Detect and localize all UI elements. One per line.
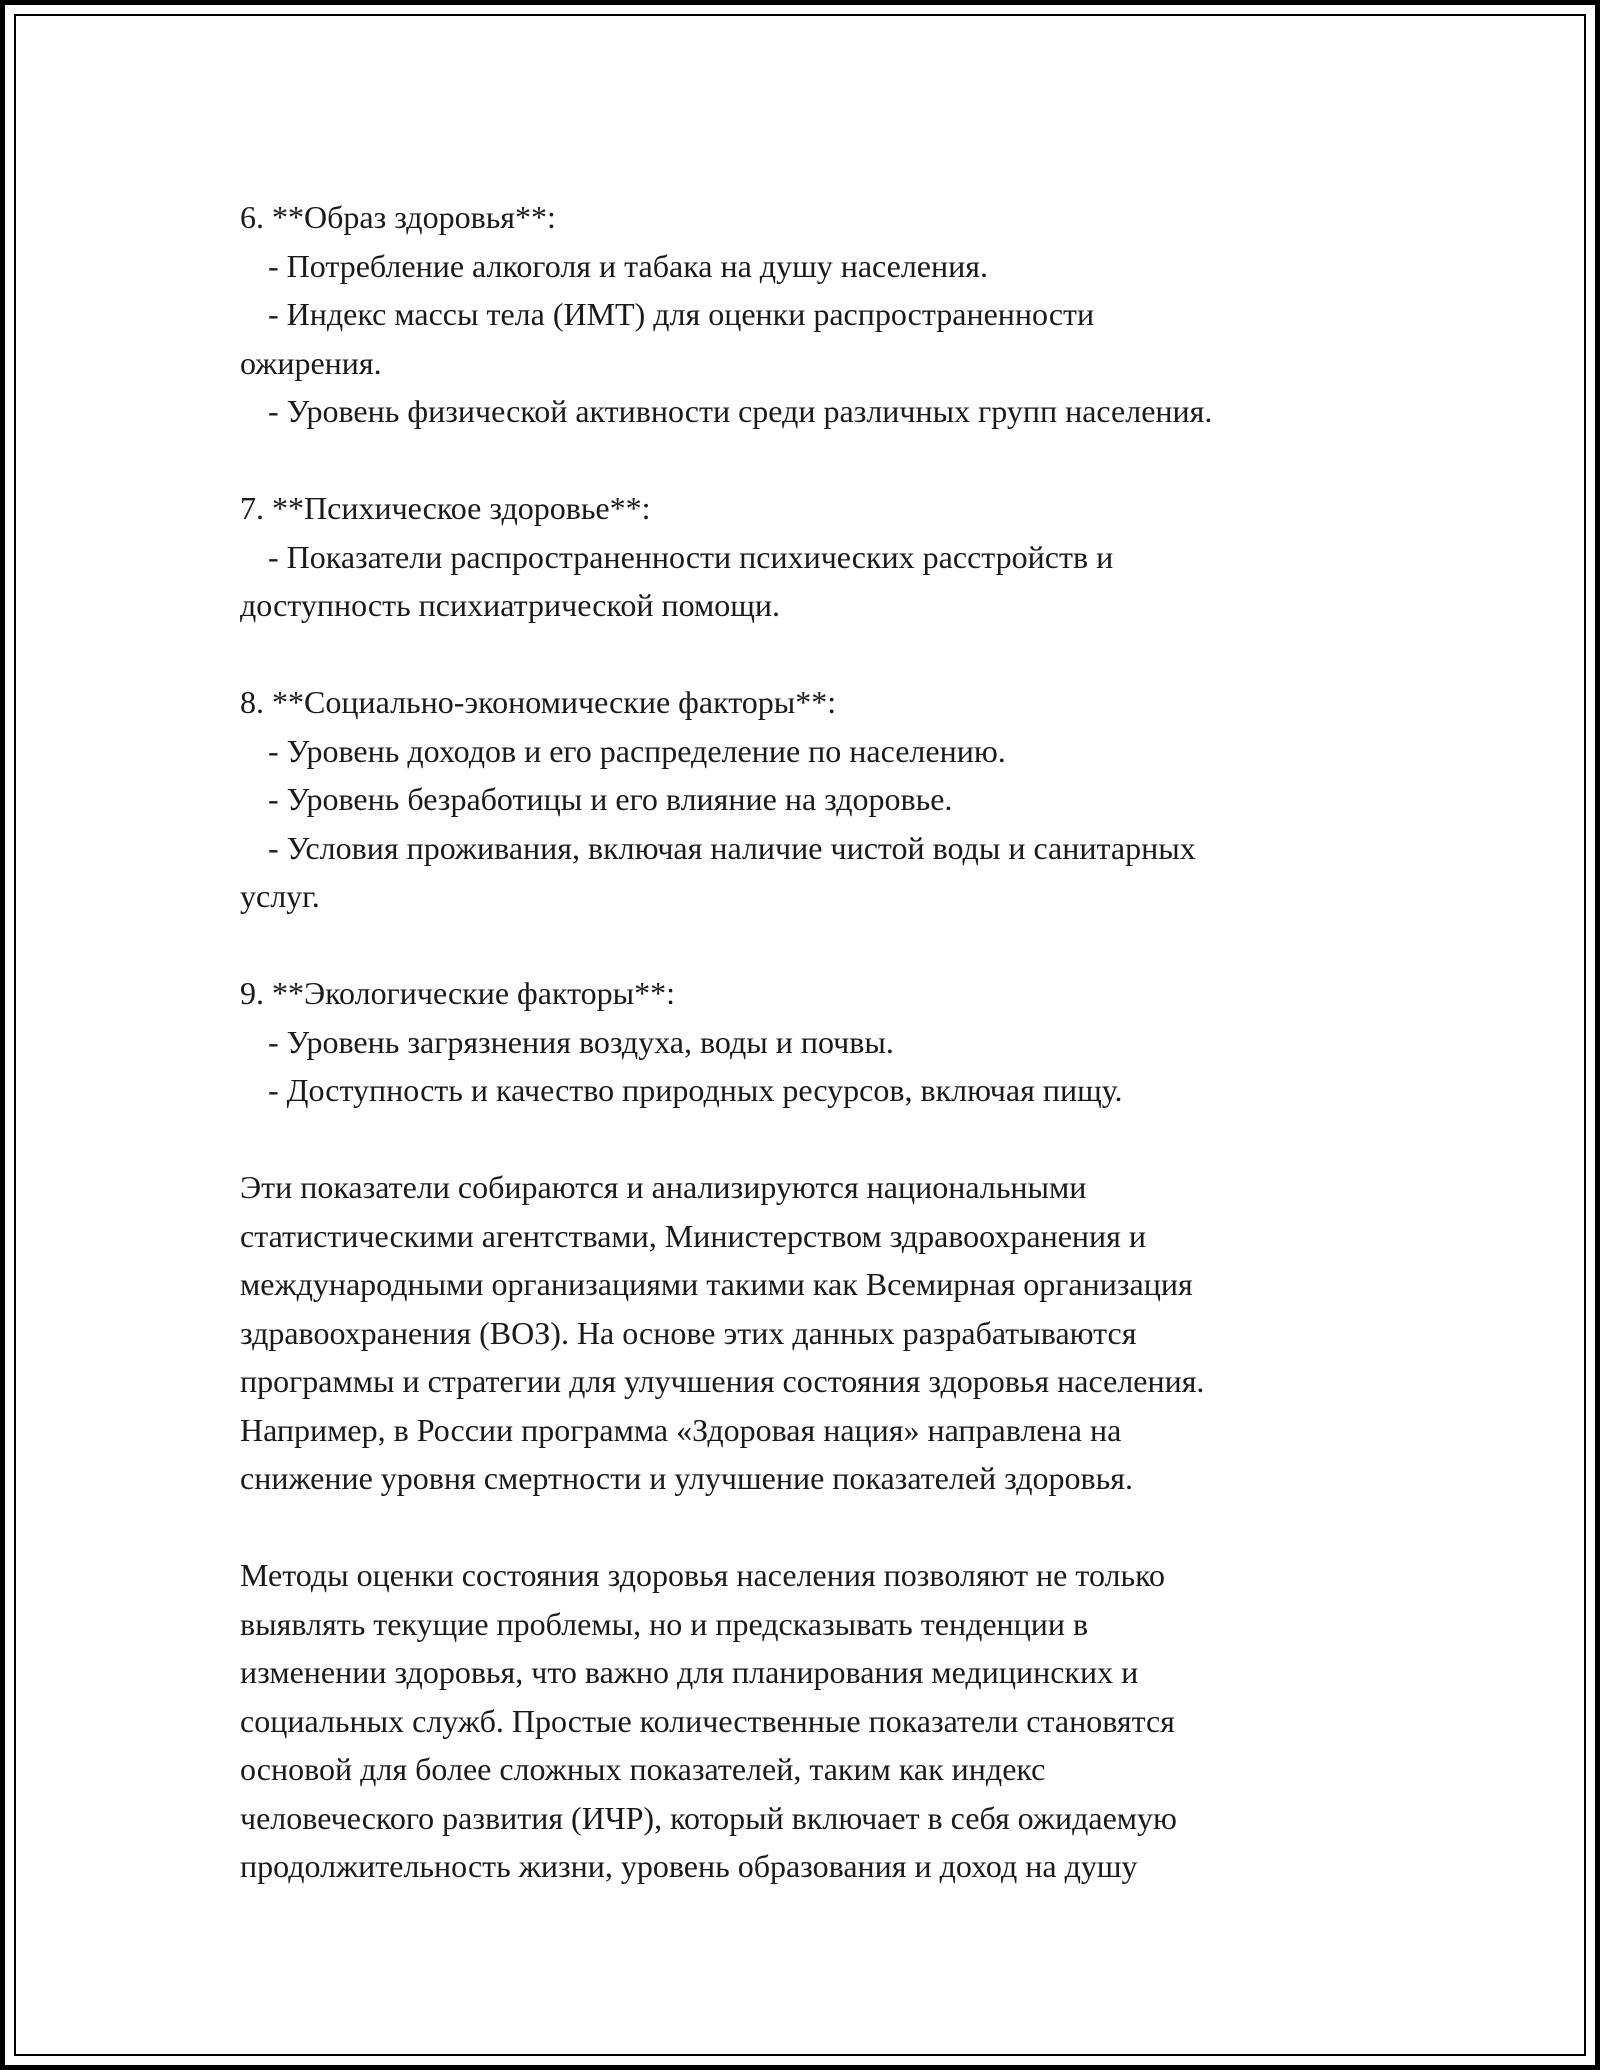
paragraph-2 xyxy=(240,1551,1390,1891)
paragraph-line: социальных служб. Простые количественные показатели становятся xyxy=(240,1702,1175,1739)
section-7 xyxy=(240,484,1390,630)
document-body xyxy=(240,193,1390,1891)
section-6-heading: 6. **Образ здоровья**: xyxy=(240,199,556,235)
section-7-item: - Показатели распространенности психических расстройств и xyxy=(268,538,1114,575)
section-8 xyxy=(240,678,1390,921)
paragraph-1 xyxy=(240,1163,1390,1503)
paragraph-spacer xyxy=(240,436,1390,485)
section-6 xyxy=(240,193,1390,436)
paragraph-line: международными организациями такими как Всемирная организация xyxy=(240,1266,1193,1302)
section-7-item-continuation: доступность психиатрической помощи. xyxy=(240,587,780,623)
paragraph-line: снижение уровня смертности и улучшение показателей здоровья. xyxy=(240,1460,1133,1496)
paragraph-spacer xyxy=(240,1115,1390,1164)
section-6-item: - Уровень физической активности среди различных групп населения. xyxy=(268,393,1213,429)
paragraph-line: Например, в России программа «Здоровая нация» направлена на xyxy=(240,1411,1122,1448)
paragraph-line: программы и стратегии для улучшения состояния здоровья населения. xyxy=(240,1363,1205,1399)
section-9-item: - Уровень загрязнения воздуха, воды и почвы. xyxy=(268,1023,894,1060)
section-8-heading: 8. **Социально-экономические факторы**: xyxy=(240,684,837,720)
section-8-item: - Уровень доходов и его распределение по населению. xyxy=(268,732,1006,769)
section-6-item: - Потребление алкоголя и табака на душу населения. xyxy=(268,247,988,284)
section-8-item: - Уровень безработицы и его влияние на здоровье. xyxy=(268,781,953,817)
section-6-item-continuation: ожирения. xyxy=(240,344,382,381)
paragraph-line: Эти показатели собираются и анализируются национальными xyxy=(240,1169,1087,1205)
paragraph-line: Методы оценки состояния здоровья населения позволяют не только xyxy=(240,1557,1165,1593)
paragraph-spacer xyxy=(240,1503,1390,1552)
section-9-item: - Доступность и качество природных ресурсов, включая пищу. xyxy=(268,1072,1123,1108)
section-8-item-continuation: услуг. xyxy=(240,878,320,914)
paragraph-spacer xyxy=(240,921,1390,970)
paragraph-line: выявлять текущие проблемы, но и предсказывать тенденции в xyxy=(240,1605,1089,1642)
section-6-item: - Индекс массы тела (ИМТ) для оценки распространенности xyxy=(268,296,1095,332)
section-7-heading: 7. **Психическое здоровье**: xyxy=(240,490,651,526)
section-9 xyxy=(240,969,1390,1115)
section-8-item: - Условия проживания, включая наличие чистой воды и санитарных xyxy=(268,829,1196,866)
paragraph-line: здравоохранения (ВОЗ). На основе этих данных разрабатываются xyxy=(240,1314,1137,1351)
section-9-heading: 9. **Экологические факторы**: xyxy=(240,975,676,1011)
paragraph-spacer xyxy=(240,630,1390,679)
paragraph-line: статистическими агентствами, Министерством здравоохранения и xyxy=(240,1217,1146,1254)
paragraph-line: основой для более сложных показателей, таким как индекс xyxy=(240,1751,1046,1787)
paragraph-line: изменении здоровья, что важно для планирования медицинских и xyxy=(240,1654,1139,1690)
paragraph-line: продолжительность жизни, уровень образования и доход на душу xyxy=(240,1848,1138,1884)
paragraph-line: человеческого развития (ИЧР), который включает в себя ожидаемую xyxy=(240,1799,1177,1836)
